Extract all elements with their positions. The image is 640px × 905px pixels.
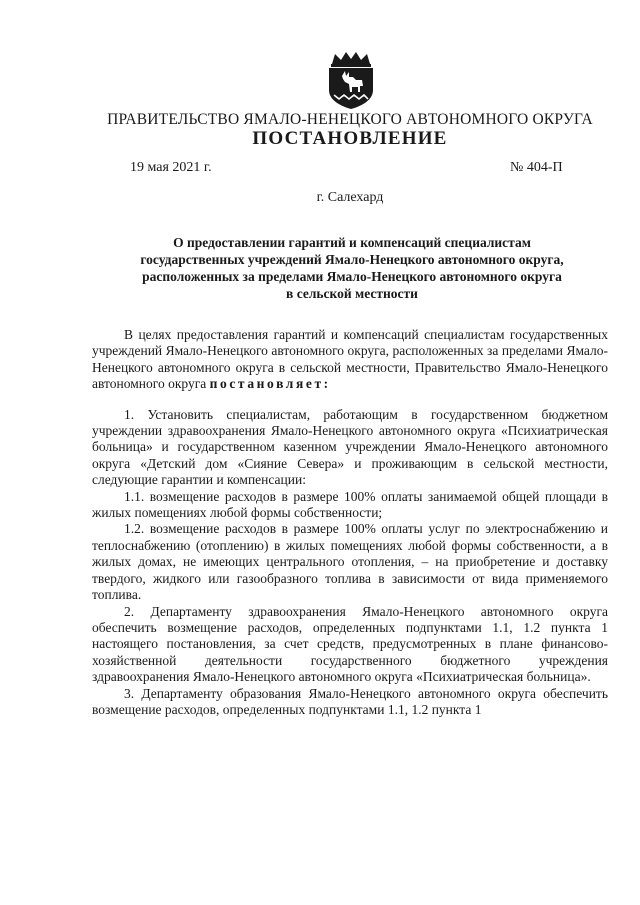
paragraph-1-1: 1.1. возмещение расходов в размере 100% оплаты занимаемой общей площади в жилых помещениях любой формы собственности;	[92, 488, 608, 521]
title-line: О предоставлении гарантий и компенсаций специалистам	[173, 235, 531, 250]
title-line: государственных учреждений Ямало-Ненецкого автономного округа,	[140, 252, 564, 267]
preamble-paragraph	[92, 327, 608, 393]
document-type: ПОСТАНОВЛЕНИЕ	[252, 128, 448, 149]
title-line: расположенных за пределами Ямало-Ненецкого автономного округа	[142, 269, 562, 284]
coat-of-arms-icon	[322, 50, 380, 110]
resolves-word: постановляет:	[209, 376, 331, 392]
document-title	[92, 234, 612, 302]
paragraph-3: 3. Департаменту образования Ямало-Ненецкого автономного округа обеспечить возмещение расходов, определенных подпунктами 1.1, 1.2 пункта 1	[92, 685, 608, 717]
document-city: г. Салехард	[316, 190, 384, 205]
document-date: 19 мая 2021 г.	[130, 160, 212, 175]
document-body	[92, 327, 608, 718]
preamble-text: В целях предоставления гарантий и компенсаций специалистам государственных учреждений Ямало-Ненецкого автономного округа, расположенных за пределами Ямало-Ненецкого автономного округа в сельской местности, Правительство Ямало-Ненецкого автономного округа	[92, 327, 608, 392]
paragraph-1: 1. Установить специалистам, работающим в государственном бюджетном учреждении здравоохранения Ямало-Ненецкого автономного округа «Психиатрическая больница» и государственном казенном учреждении Ямало-Ненецкого автономного округа «Детский дом «Сияние Севера» и проживающим в сельской местности, следующие гарантии и компенсации:	[92, 406, 608, 488]
organization-name: ПРАВИТЕЛЬСТВО ЯМАЛО-НЕНЕЦКОГО АВТОНОМНОГО ОКРУГА	[107, 111, 593, 128]
document-number: № 404-П	[510, 160, 563, 175]
paragraph-1-2: 1.2. возмещение расходов в размере 100% оплаты услуг по электроснабжению и теплоснабжению (отоплению) в жилых помещениях любой формы собственности, а в жилых домах, не имеющих центрального отопления, – на приобретение и доставку твердого, жидкого или газообразного топлива в зависимости от вида применяемого топлива.	[92, 521, 608, 603]
title-line: в сельской местности	[286, 286, 418, 301]
paragraph-2: 2. Департаменту здравоохранения Ямало-Ненецкого автономного округа обеспечить возмещение расходов, определенных подпунктами 1.1, 1.2 пункта 1 настоящего постановления, за счет средств, предусмотренных в плане финансово-хозяйственной деятельности государственного бюджетного учреждения здравоохранения Ямало-Ненецкого автономного округа «Психиатрическая больница».	[92, 603, 608, 685]
